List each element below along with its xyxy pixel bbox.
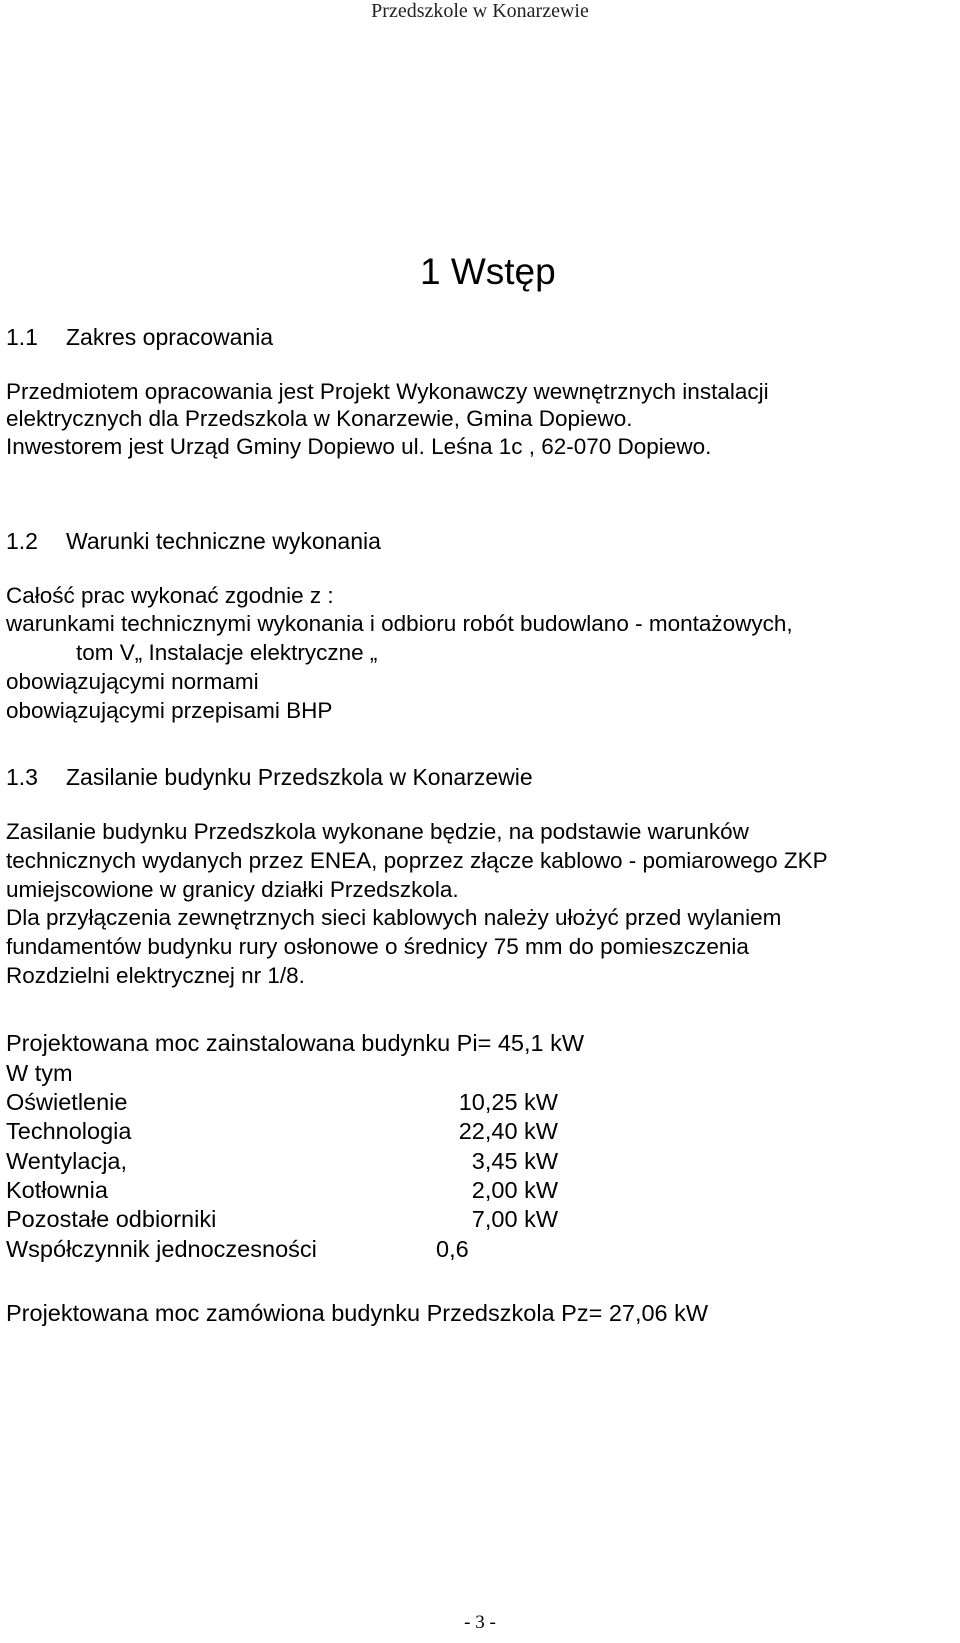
section-heading-1-1 [6, 323, 273, 351]
section-title: Warunki techniczne wykonania [66, 528, 381, 554]
power-item-label: Kotłownia [6, 1177, 108, 1203]
paragraph-line: technicznych wydanych przez ENEA, poprzez złącze kablowo - pomiarowego ZKP [6, 848, 828, 873]
paragraph-line: Rozdzielni elektrycznej nr 1/8. [6, 963, 305, 988]
paragraph-line: fundamentów budynku rury osłonowe o średnicy 75 mm do pomieszczenia [6, 934, 749, 959]
paragraph-line: obowiązującymi normami [6, 669, 259, 694]
power-item-value: 2,00 kW [471, 1177, 558, 1203]
section-number: 1.2 [6, 528, 38, 554]
paragraph-line: umiejscowione w granicy działki Przedszkola. [6, 877, 459, 902]
power-item-value: 3,45 kW [471, 1148, 558, 1174]
chapter-heading: 1 Wstęp [420, 251, 556, 292]
power-item-label: Oświetlenie [6, 1089, 128, 1115]
coefficient-value: 0,6 [436, 1236, 469, 1262]
power-item-label: Wentylacja, [6, 1148, 128, 1174]
paragraph-line: Inwestorem jest Urząd Gminy Dopiewo ul. Leśna 1c , 62-070 Dopiewo. [6, 434, 712, 459]
section-number: 1.1 [6, 324, 38, 350]
power-item-label: Pozostałe odbiorniki [6, 1206, 217, 1232]
paragraph-line: Zasilanie budynku Przedszkola wykonane będzie, na podstawie warunków [6, 819, 749, 844]
section-title: Zasilanie budynku Przedszkola w Konarzewie [66, 764, 533, 790]
power-item-value: 10,25 kW [458, 1089, 558, 1115]
page-header: Przedszkole w Konarzewie [371, 0, 589, 22]
coefficient-label: Współczynnik jednoczesności [6, 1236, 317, 1262]
paragraph-line-indented: tom V„ Instalacje elektryczne „ [76, 640, 378, 665]
page-number: - 3 - [464, 1612, 496, 1633]
ordered-power: Projektowana moc zamówiona budynku Przedszkola Pz= 27,06 kW [6, 1300, 709, 1326]
paragraph-line: Przedmiotem opracowania jest Projekt Wykonawczy wewnętrznych instalacji [6, 379, 769, 404]
paragraph-line: elektrycznych dla Przedszkola w Konarzewie, Gmina Dopiewo. [6, 406, 633, 431]
section-heading-1-2 [6, 527, 381, 555]
paragraph-line: Dla przyłączenia zewnętrznych sieci kablowych należy ułożyć przed wylaniem [6, 905, 782, 930]
power-item-label: Technologia [6, 1118, 132, 1144]
installed-power: Projektowana moc zainstalowana budynku Pi= 45,1 kW [6, 1030, 585, 1056]
paragraph-line: obowiązującymi przepisami BHP [6, 698, 333, 723]
power-item-value: 22,40 kW [458, 1118, 558, 1144]
paragraph-line: warunkami technicznymi wykonania i odbioru robót budowlano - montażowych, [6, 611, 793, 636]
power-item-value: 7,00 kW [471, 1206, 558, 1232]
section-heading-1-3 [6, 763, 533, 791]
including-label: W tym [6, 1060, 73, 1086]
paragraph-line: Całość prac wykonać zgodnie z : [6, 583, 334, 608]
section-number: 1.3 [6, 764, 38, 790]
section-title: Zakres opracowania [66, 324, 274, 350]
